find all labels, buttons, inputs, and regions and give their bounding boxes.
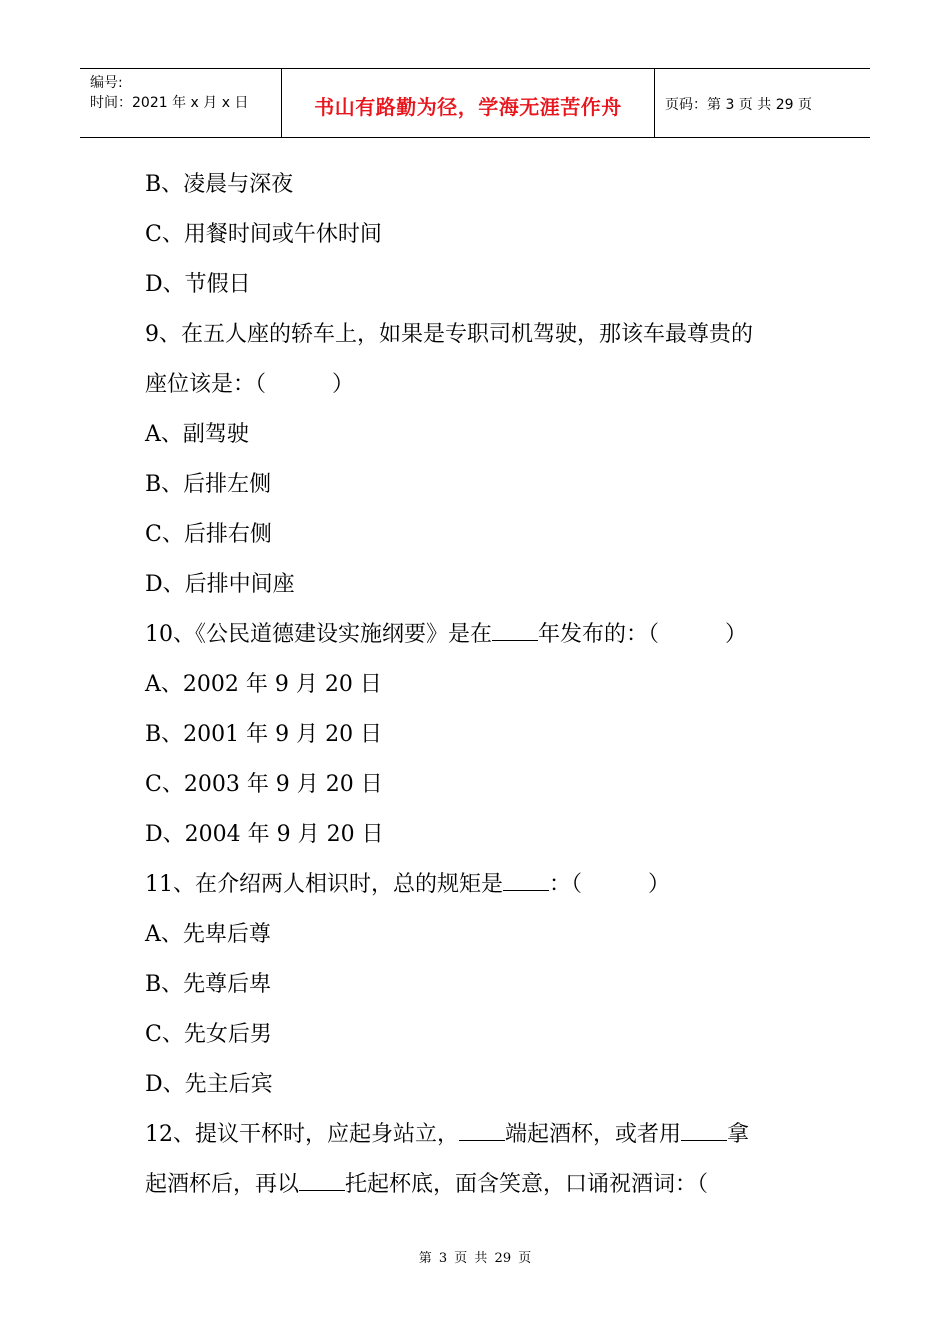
document-body bbox=[145, 160, 815, 1210]
option-line: C、后排右侧 bbox=[145, 522, 272, 547]
option-line: B、2001 年 9 月 20 日 bbox=[145, 722, 383, 747]
question-10-text-a: 10、《公民道德建设实施纲要》是在 bbox=[145, 622, 492, 647]
question-9-line-2: 座位该是：（ ） bbox=[145, 372, 355, 397]
answer-blank bbox=[459, 1120, 505, 1141]
question-12-text-e: 托起杯底，面含笑意，口诵祝酒词：（ bbox=[345, 1172, 709, 1197]
number-label: 编号: bbox=[90, 75, 123, 91]
option-line: B、凌晨与深夜 bbox=[145, 172, 294, 197]
question-12-text-a: 12、提议干杯时，应起身站立， bbox=[145, 1122, 459, 1147]
option-line: B、先尊后卑 bbox=[145, 972, 272, 997]
time-label: 时间：2021 年 x 月 x 日 bbox=[90, 95, 249, 111]
option-line: C、先女后男 bbox=[145, 1022, 272, 1047]
header-page-info: 页码：第 3 页 共 29 页 bbox=[665, 97, 812, 113]
page-header bbox=[80, 68, 870, 138]
option-line: A、副驾驶 bbox=[145, 422, 249, 447]
page-footer: 第 3 页 共 29 页 bbox=[418, 1251, 532, 1266]
option-line: C、2003 年 9 月 20 日 bbox=[145, 772, 383, 797]
answer-blank bbox=[299, 1170, 345, 1191]
option-line: D、先主后宾 bbox=[145, 1072, 273, 1097]
option-line: D、2004 年 9 月 20 日 bbox=[145, 822, 384, 847]
option-line: D、节假日 bbox=[145, 272, 251, 297]
question-12-text-c: 拿 bbox=[727, 1122, 750, 1147]
question-12-line-2 bbox=[145, 1160, 815, 1210]
question-12-text-d: 起酒杯后，再以 bbox=[145, 1172, 300, 1197]
question-9-line-1: 9、在五人座的轿车上，如果是专职司机驾驶，那该车最尊贵的 bbox=[145, 322, 753, 347]
question-11-text-a: 11、在介绍两人相识时，总的规矩是 bbox=[145, 872, 503, 897]
option-line: A、先卑后尊 bbox=[145, 922, 271, 947]
question-10-text-b: 年发布的：（ ） bbox=[538, 622, 748, 647]
question-12-line-1 bbox=[145, 1110, 815, 1160]
option-line: D、后排中间座 bbox=[145, 572, 295, 597]
header-meta bbox=[80, 69, 282, 137]
question-11 bbox=[145, 860, 815, 910]
option-line: A、2002 年 9 月 20 日 bbox=[145, 672, 382, 697]
question-12-text-b: 端起酒杯，或者用 bbox=[505, 1122, 682, 1147]
question-10 bbox=[145, 610, 815, 660]
question-11-text-b: ：（ ） bbox=[549, 872, 671, 897]
header-motto-cell bbox=[282, 69, 655, 137]
answer-blank bbox=[681, 1120, 727, 1141]
header-motto: 书山有路勤为径，学海无涯苦作舟 bbox=[314, 94, 622, 119]
option-line: B、后排左侧 bbox=[145, 472, 272, 497]
option-line: C、用餐时间或午休时间 bbox=[145, 222, 382, 247]
answer-blank bbox=[492, 620, 538, 641]
answer-blank bbox=[503, 870, 549, 891]
